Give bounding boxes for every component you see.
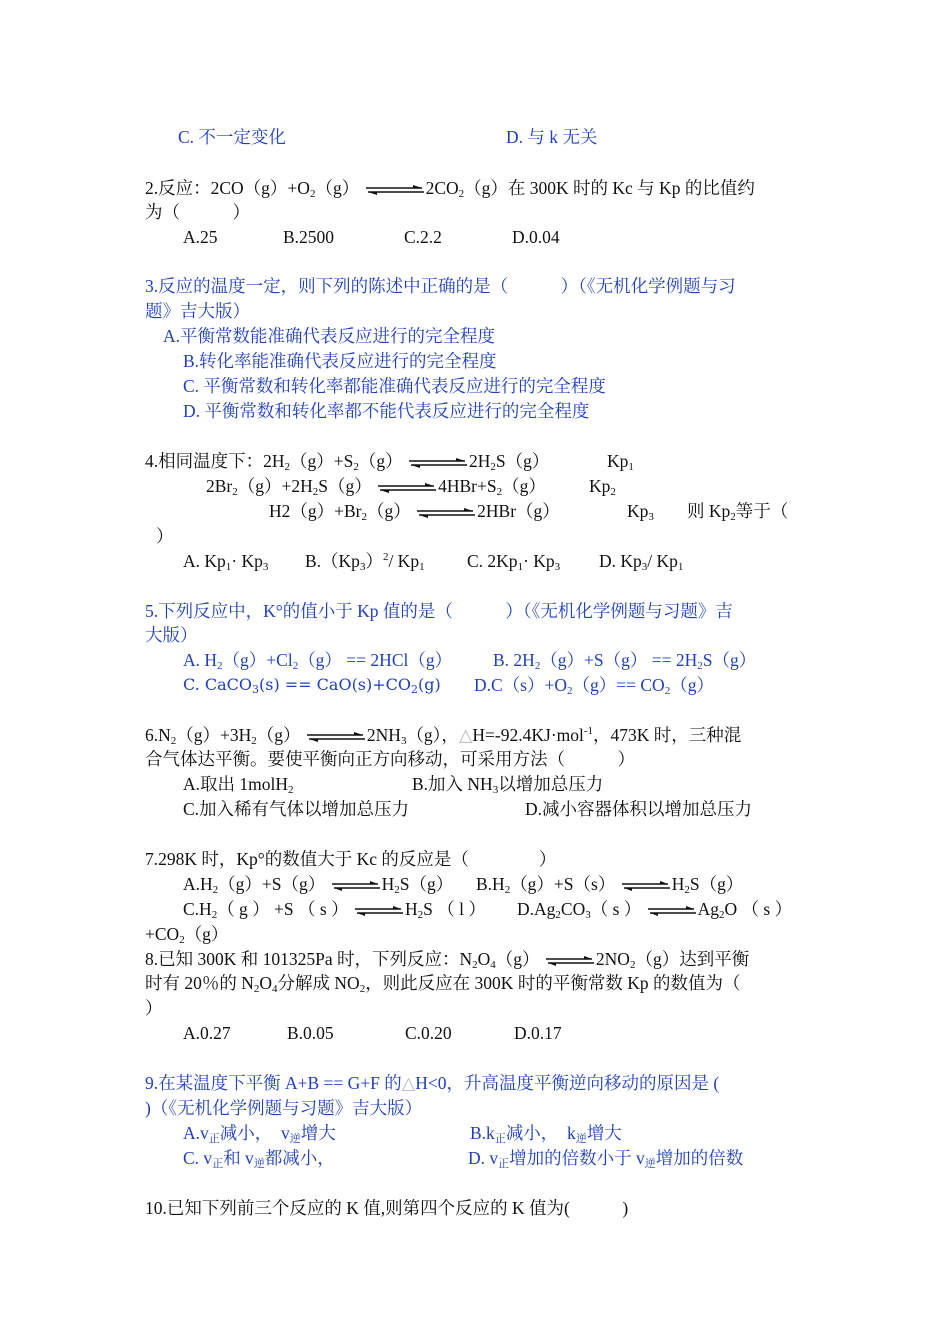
q3-option-c: C. 平衡常数和转化率都能准确代表反应进行的完全程度 <box>183 376 606 396</box>
q3-option-b: B.转化率能准确代表反应进行的完全程度 <box>183 351 497 371</box>
q1-option-d: D. 与 k 无关 <box>506 127 598 147</box>
q8-stem-cont: 时有 20％的 $N_2O_4$分解成 $NO_2$，则此反应在 300K 时的平衡常数 Kp 的数值为（ <box>145 973 741 995</box>
q8-option-b: B.0.05 <box>287 1023 334 1043</box>
q4-reaction-1: 4.相同温度下：$2H_2(g)+S_2(g)$ $2H_2S(g)$ <box>145 451 550 473</box>
q4-reaction-3: $H2(g)+Br_2(g)$ 2HBr（g） <box>269 501 560 523</box>
q5-option-a: A. $H_2(g)+Cl_2(g) == 2HCl(g)$ <box>183 650 453 672</box>
q7-option-d: $D.Ag_2CO_3$（ s ） $Ag_2O$ （ s ） <box>517 899 793 921</box>
q9-stem: 9.在某温度下平衡 A+B == G+F 的△H<0，升高温度平衡逆向移动的原因是 ( <box>145 1073 720 1093</box>
q8-option-c: C.0.20 <box>405 1023 452 1043</box>
q10-stem: 10.已知下列前三个反应的 K 值,则第四个反应的 K 值为( ) <box>145 1198 629 1218</box>
q6-option-d: D.减小容器体积以增加总压力 <box>525 799 753 819</box>
q2-option-a: A.25 <box>183 227 218 247</box>
equilibrium-arrow-icon <box>366 185 424 195</box>
equilibrium-arrow-icon <box>546 956 594 966</box>
q6-stem: $6.N_2(g)+3H_2(g)$ $2NH_3(g)$，△H=-92.4KJ·mol$^{-1}$，473K 时，三种混 <box>145 725 742 747</box>
q7-option-d-cont: $+CO_2(g)$ <box>145 924 229 946</box>
q9-option-c: C. $v_正$和 $v_逆$都减小， <box>183 1148 335 1170</box>
equilibrium-arrow-icon <box>622 881 670 891</box>
equilibrium-arrow-icon <box>355 906 403 916</box>
q9-stem-cont: )（《无机化学例题与习题》吉大版） <box>145 1098 423 1118</box>
equilibrium-arrow-icon <box>378 483 436 493</box>
q4-option-d: D. $Kp_3/$ $Kp_1$ <box>599 551 684 573</box>
equilibrium-arrow-icon <box>648 906 696 916</box>
q4-option-b: $B.(Kp_3)^2/$ $Kp_1$ <box>305 551 425 573</box>
q1-option-c: C. 不一定变化 <box>178 127 286 147</box>
q2-option-d: D.0.04 <box>512 227 560 247</box>
q4-kp2: $Kp_2$ <box>589 476 616 498</box>
q5-stem-cont: 大版） <box>145 625 198 645</box>
q4-option-a: A. $Kp_1\cdot Kp_3$ <box>183 551 269 573</box>
q8-close: ） <box>145 998 163 1018</box>
q8-stem: 8.已知 300K 和 101325Pa 时，下列反应：$N_2O_4(g)$ $2NO_2(g)$达到平衡 <box>145 949 750 971</box>
q2-option-b: B.2500 <box>283 227 335 247</box>
q5-option-d: $D.C(s)+O_2(g)== CO_2(g)$ <box>474 675 714 697</box>
q9-option-b: $B.k_正$减小， $k_逆$增大 <box>470 1123 622 1145</box>
equilibrium-arrow-icon <box>417 508 475 518</box>
q3-stem: 3.反应的温度一定，则下列的陈述中正确的是（ ）（《无机化学例题与习 <box>145 276 736 296</box>
q7-option-c: $C.H_2$（ g ） +S （ s ） $H_2S$ （ l ） <box>183 899 486 921</box>
q5-option-c: C. CaCO$_3$(s) == $CaO(s)+CO_2(g)$ <box>183 675 441 696</box>
q5-option-b: B. $2H_2(g)+S(g) == 2H_2S(g)$ <box>493 650 757 672</box>
q3-stem-cont: 题》吉大版） <box>145 301 250 321</box>
q2-stem-cont: 为（ ） <box>145 202 250 222</box>
q3-option-a: A.平衡常数能准确代表反应进行的完全程度 <box>163 326 496 346</box>
equilibrium-arrow-icon <box>307 732 365 742</box>
q7-option-b: $B.H_2(g)+S(s)$ $H_2S(g)$ <box>476 874 744 896</box>
q2-stem: 2.反应：$2CO(g)+O_2(g)$ $2CO_2(g)$在 300K 时的 Kc 与 Kp 的比值约 <box>145 178 755 200</box>
q5-stem: 5.下列反应中，K°的值小于 Kp 值的是（ ）（《无机化学例题与习题》吉 <box>145 601 733 621</box>
q9-option-a: $A.v_正$减小， $v_逆$增大 <box>183 1123 336 1145</box>
q6-option-b: B.加入 $NH_3$以增加总压力 <box>412 774 604 796</box>
q4-option-c: C. $2Kp_1\cdot Kp_3$ <box>467 551 561 573</box>
q4-close: ） <box>156 526 174 546</box>
q6-stem-cont: 合气体达平衡。要使平衡向正方向移动，可采用方法（ ） <box>145 749 635 769</box>
q6-option-a: A.取出 1molH$_2$ <box>183 774 294 796</box>
q8-option-a: A.0.27 <box>183 1023 231 1043</box>
q7-option-a: $A.H_2(g)+S(g)$ $H_2S(g)$ <box>183 874 454 896</box>
q4-kp3: $Kp_3$ <box>627 501 654 523</box>
q8-option-d: D.0.17 <box>514 1023 562 1043</box>
q3-option-d: D. 平衡常数和转化率都不能代表反应进行的完全程度 <box>183 401 590 421</box>
q6-option-c: C.加入稀有气体以增加总压力 <box>183 799 410 819</box>
q7-stem: 7.298K 时，Kp°的数值大于 Kc 的反应是（ ） <box>145 849 557 869</box>
equilibrium-arrow-icon <box>409 458 467 468</box>
q4-question: 则 $Kp_2$等于（ <box>687 501 789 523</box>
equilibrium-arrow-icon <box>332 881 380 891</box>
q9-option-d: D. $v_正$增加的倍数小于 $v_逆$增加的倍数 <box>468 1148 744 1170</box>
q2-option-c: C.2.2 <box>404 227 442 247</box>
q4-kp1: $Kp_1$ <box>607 451 634 473</box>
q4-reaction-2: $2Br_2(g)+2H_2S(g)$ $4HBr+S_2(g)$ <box>206 476 546 498</box>
